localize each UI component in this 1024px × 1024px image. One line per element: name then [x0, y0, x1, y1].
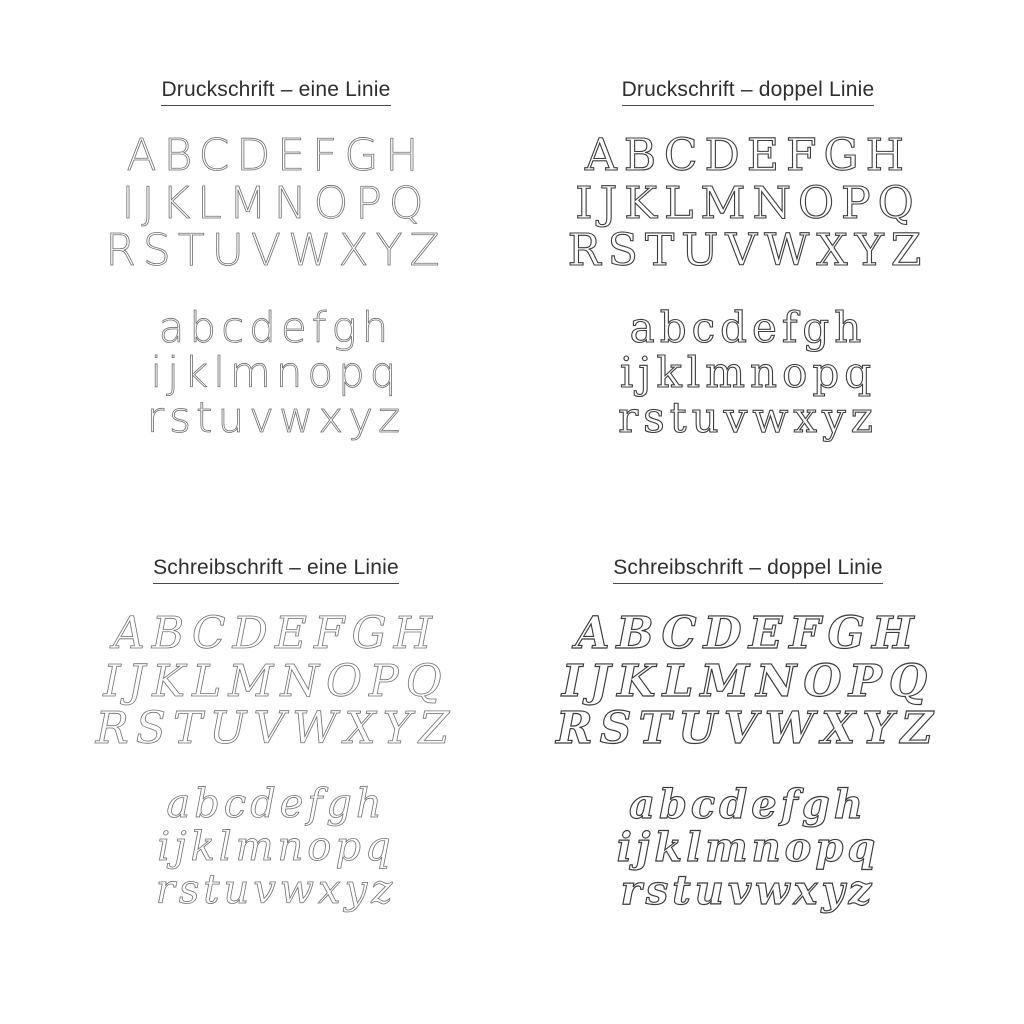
- specimen-script-single: [96, 610, 457, 912]
- panel-title: Schreibschrift – eine Linie: [153, 556, 399, 584]
- alphabet-line: IJKLMNOPQ: [561, 655, 935, 707]
- alphabet-line: abcdefgh: [158, 302, 394, 352]
- alphabet-line: rstuvwxyz: [155, 866, 397, 913]
- alphabet-line: abcdefgh: [629, 302, 867, 352]
- panel-druckschrift-eine-linie: [40, 78, 512, 526]
- lowercase-block: [146, 302, 406, 443]
- panel-schreibschrift-doppel-linie: [512, 556, 984, 1004]
- alphabet-line: RSTUVWXYZ: [95, 703, 457, 755]
- alphabet-line: ijklmnopq: [157, 823, 395, 870]
- alphabet-line: RSTUVWXYZ: [556, 703, 940, 755]
- specimen-print-double: [568, 132, 929, 441]
- uppercase-block: [105, 132, 446, 275]
- panel-title: Druckschrift – eine Linie: [161, 78, 390, 106]
- alphabet-line: abcdefgh: [629, 780, 867, 828]
- uppercase-block: [96, 610, 457, 753]
- alphabet-line: IJKLMNOPQ: [575, 177, 921, 229]
- alphabet-line: rstuvwxyz: [620, 866, 876, 914]
- alphabet-line: ABCDEFGH: [126, 130, 426, 181]
- alphabet-line: abcdefgh: [166, 780, 386, 827]
- uppercase-block: [568, 132, 929, 275]
- alphabet-line: IJKLMNOPQ: [103, 655, 449, 707]
- panel-title: Druckschrift – doppel Linie: [622, 78, 875, 106]
- alphabet-line: rstuvwxyz: [146, 393, 406, 443]
- alphabet-line: ABCDEFGH: [112, 608, 440, 659]
- uppercase-block: [556, 610, 940, 753]
- panel-druckschrift-doppel-linie: [512, 78, 984, 526]
- alphabet-line: ABCDEFGH: [575, 608, 921, 659]
- lowercase-block: [155, 780, 397, 913]
- specimen-script-double: [556, 610, 940, 912]
- alphabet-line: RSTUVWXYZ: [105, 225, 447, 277]
- alphabet-line: IJKLMNOPQ: [121, 177, 431, 229]
- alphabet-line: RSTUVWXYZ: [567, 225, 929, 277]
- lowercase-block: [618, 302, 878, 443]
- alphabet-line: ijklmnopq: [616, 823, 880, 871]
- alphabet-line: ijklmnopq: [619, 347, 877, 397]
- specimen-grid: [40, 78, 984, 1004]
- alphabet-line: ABCDEFGH: [584, 130, 912, 181]
- panel-title: Schreibschrift – doppel Linie: [613, 556, 883, 584]
- lowercase-block: [616, 780, 880, 914]
- alphabet-line: ijklmnopq: [150, 347, 402, 397]
- panel-schreibschrift-eine-linie: [40, 556, 512, 1004]
- specimen-print-single: [105, 132, 446, 441]
- alphabet-line: rstuvwxyz: [618, 393, 878, 443]
